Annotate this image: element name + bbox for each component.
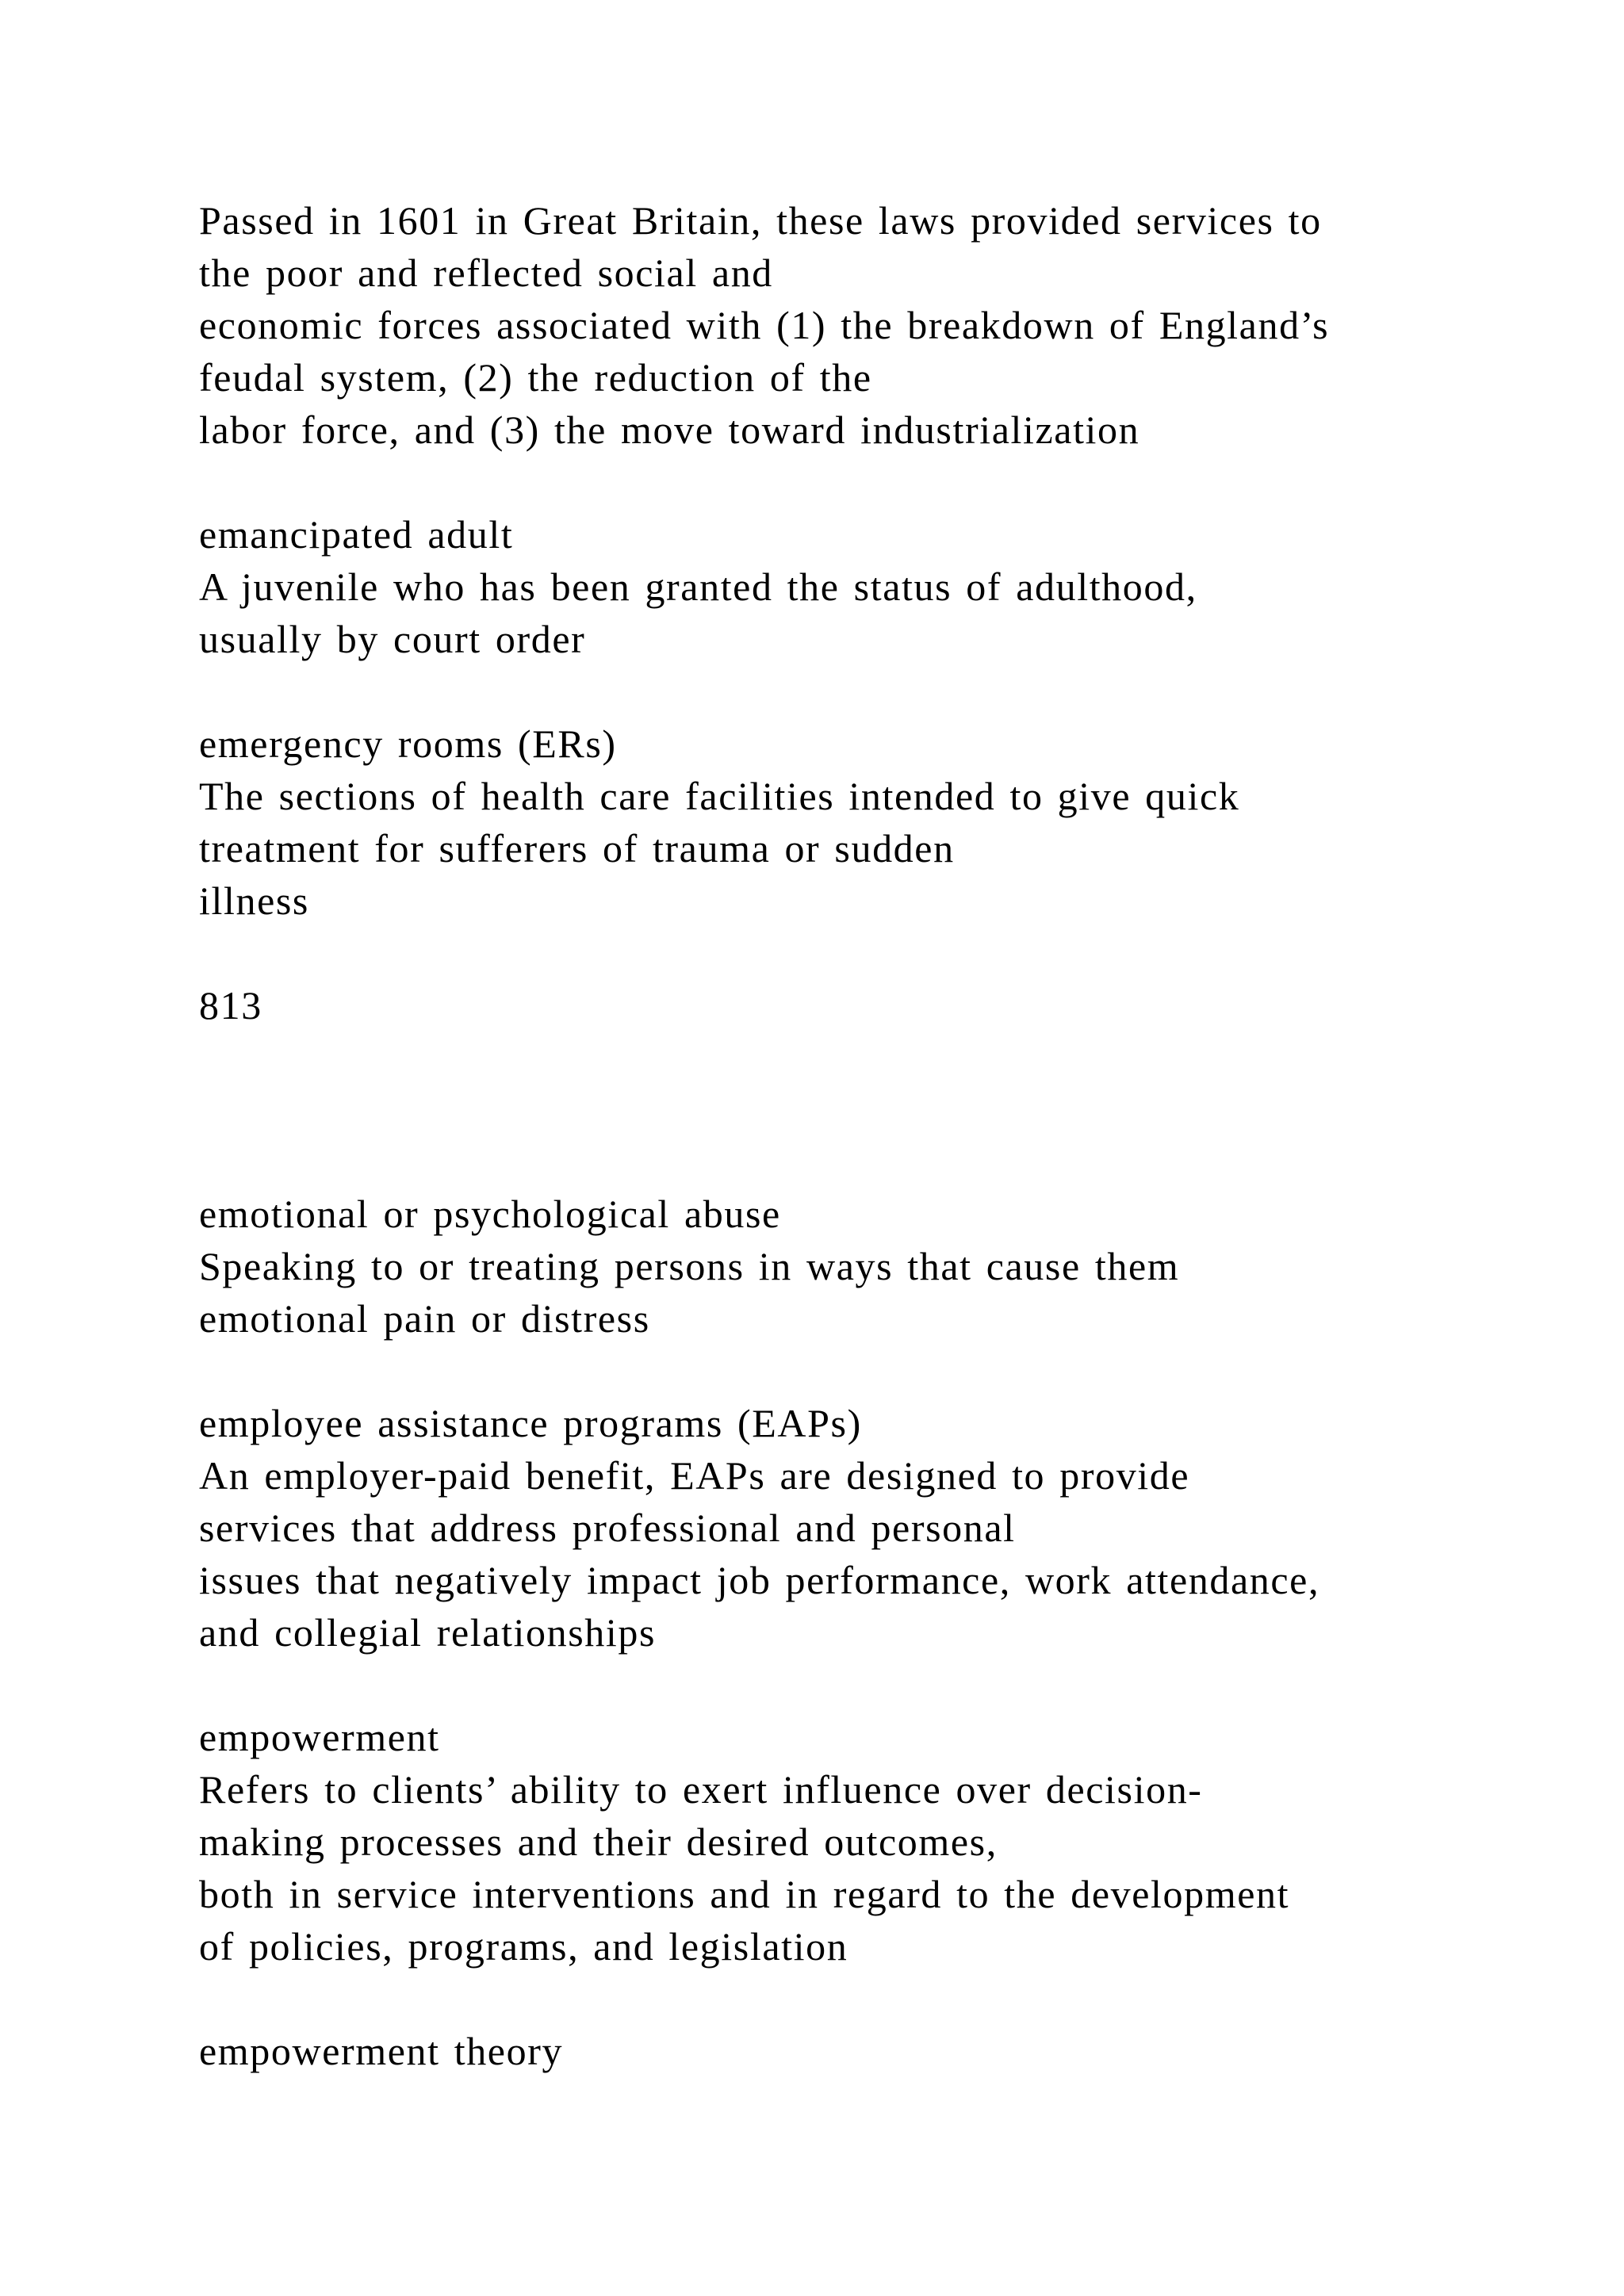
glossary-definition-line: treatment for sufferers of trauma or sudden xyxy=(199,826,955,871)
intro-line: feudal system, (2) the reduction of the xyxy=(199,355,872,400)
glossary-definition-line: illness xyxy=(199,878,309,923)
glossary-definition-line: Speaking to or treating persons in ways that cause them xyxy=(199,1244,1180,1288)
glossary-term: employee assistance programs (EAPs) xyxy=(199,1401,862,1445)
intro-line: Passed in 1601 in Great Britain, these laws provided services to xyxy=(199,198,1322,243)
glossary-definition-line: A juvenile who has been granted the status of adulthood, xyxy=(199,564,1197,609)
glossary-definition-line: services that address professional and personal xyxy=(199,1506,1016,1550)
glossary-term: emancipated adult xyxy=(199,512,514,557)
intro-line: the poor and reflected social and xyxy=(199,251,773,295)
glossary-definition-line: usually by court order xyxy=(199,617,586,661)
glossary-definition-line: of policies, programs, and legislation xyxy=(199,1924,848,1969)
glossary-definition-line: both in service interventions and in regard to the development xyxy=(199,1872,1290,1916)
glossary-definition-line: issues that negatively impact job performance, work attendance, xyxy=(199,1558,1320,1602)
glossary-term: empowerment theory xyxy=(199,2029,564,2073)
glossary-definition-line: emotional pain or distress xyxy=(199,1296,650,1341)
glossary-term: emotional or psychological abuse xyxy=(199,1192,781,1236)
intro-line: economic forces associated with (1) the breakdown of England’s xyxy=(199,303,1330,347)
glossary-term: empowerment xyxy=(199,1715,440,1759)
glossary-definition-line: making processes and their desired outcomes, xyxy=(199,1820,998,1864)
intro-line: labor force, and (3) the move toward industrialization xyxy=(199,408,1140,452)
glossary-definition-line: An employer-paid benefit, EAPs are designed to provide xyxy=(199,1453,1190,1498)
glossary-term: emergency rooms (ERs) xyxy=(199,721,617,766)
glossary-definition-line: and collegial relationships xyxy=(199,1610,657,1655)
glossary-definition-line: Refers to clients’ ability to exert influence over decision- xyxy=(199,1767,1203,1812)
page-number: 813 xyxy=(199,983,262,1027)
glossary-definition-line: The sections of health care facilities intended to give quick xyxy=(199,774,1240,818)
